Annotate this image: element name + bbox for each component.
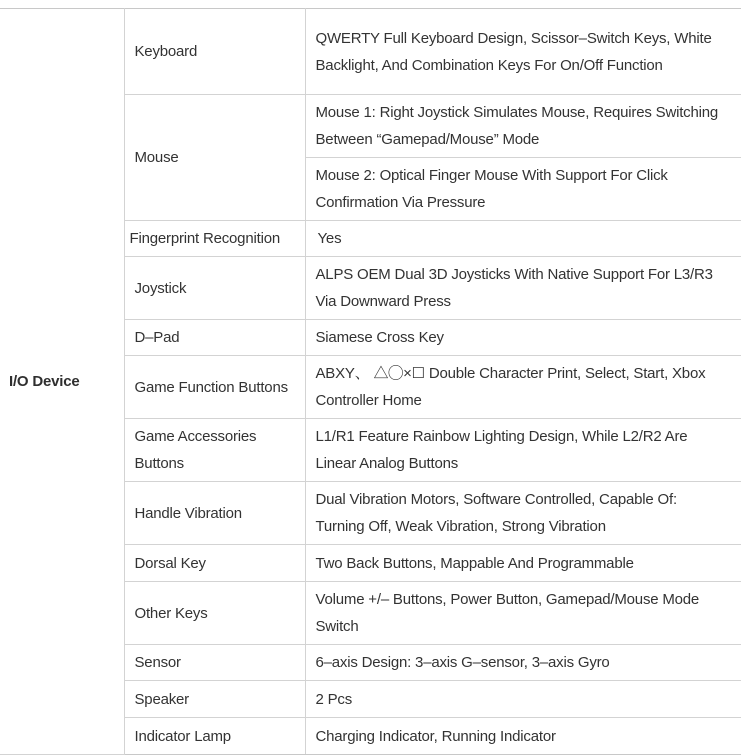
value-cell: Siamese Cross Key <box>305 320 741 356</box>
feature-cell: Joystick <box>124 257 305 320</box>
value-cell: L1/R1 Feature Rainbow Lighting Design, While L2/R2 Are Linear Analog Buttons <box>305 419 741 482</box>
table-row <box>0 9 741 95</box>
feature-cell: Game Accessories Buttons <box>124 419 305 482</box>
value-cell: Volume +/– Buttons, Power Button, Gamepad/Mouse Mode Switch <box>305 582 741 645</box>
value-cell: 6–axis Design: 3–axis G–sensor, 3–axis Gyro <box>305 645 741 681</box>
feature-cell: Other Keys <box>124 582 305 645</box>
feature-cell: Sensor <box>124 645 305 681</box>
feature-cell: Dorsal Key <box>124 545 305 582</box>
category-cell: I/O Device <box>0 9 124 755</box>
value-cell: Yes <box>305 221 741 257</box>
feature-cell: Fingerprint Recognition <box>124 221 305 257</box>
feature-cell: Speaker <box>124 681 305 718</box>
spec-table <box>0 8 741 755</box>
value-cell: Charging Indicator, Running Indicator <box>305 718 741 755</box>
value-cell: Mouse 2: Optical Finger Mouse With Support For Click Confirmation Via Pressure <box>305 158 741 221</box>
value-cell: 2 Pcs <box>305 681 741 718</box>
feature-cell: Game Function Buttons <box>124 356 305 419</box>
value-cell: Mouse 1: Right Joystick Simulates Mouse, Requires Switching Between “Gamepad/Mouse” Mode <box>305 95 741 158</box>
value-cell: Dual Vibration Motors, Software Controlled, Capable Of: Turning Off, Weak Vibration, Strong Vibration <box>305 482 741 545</box>
feature-cell: Keyboard <box>124 9 305 95</box>
feature-cell: Indicator Lamp <box>124 718 305 755</box>
value-cell: Two Back Buttons, Mappable And Programmable <box>305 545 741 582</box>
value-cell: QWERTY Full Keyboard Design, Scissor–Switch Keys, White Backlight, And Combination Keys For On/Off Function <box>305 9 741 95</box>
feature-cell: D–Pad <box>124 320 305 356</box>
value-cell: ALPS OEM Dual 3D Joysticks With Native Support For L3/R3 Via Downward Press <box>305 257 741 320</box>
feature-cell: Mouse <box>124 95 305 221</box>
value-cell: ABXY、 △◯×☐ Double Character Print, Select, Start, Xbox Controller Home <box>305 356 741 419</box>
feature-cell: Handle Vibration <box>124 482 305 545</box>
